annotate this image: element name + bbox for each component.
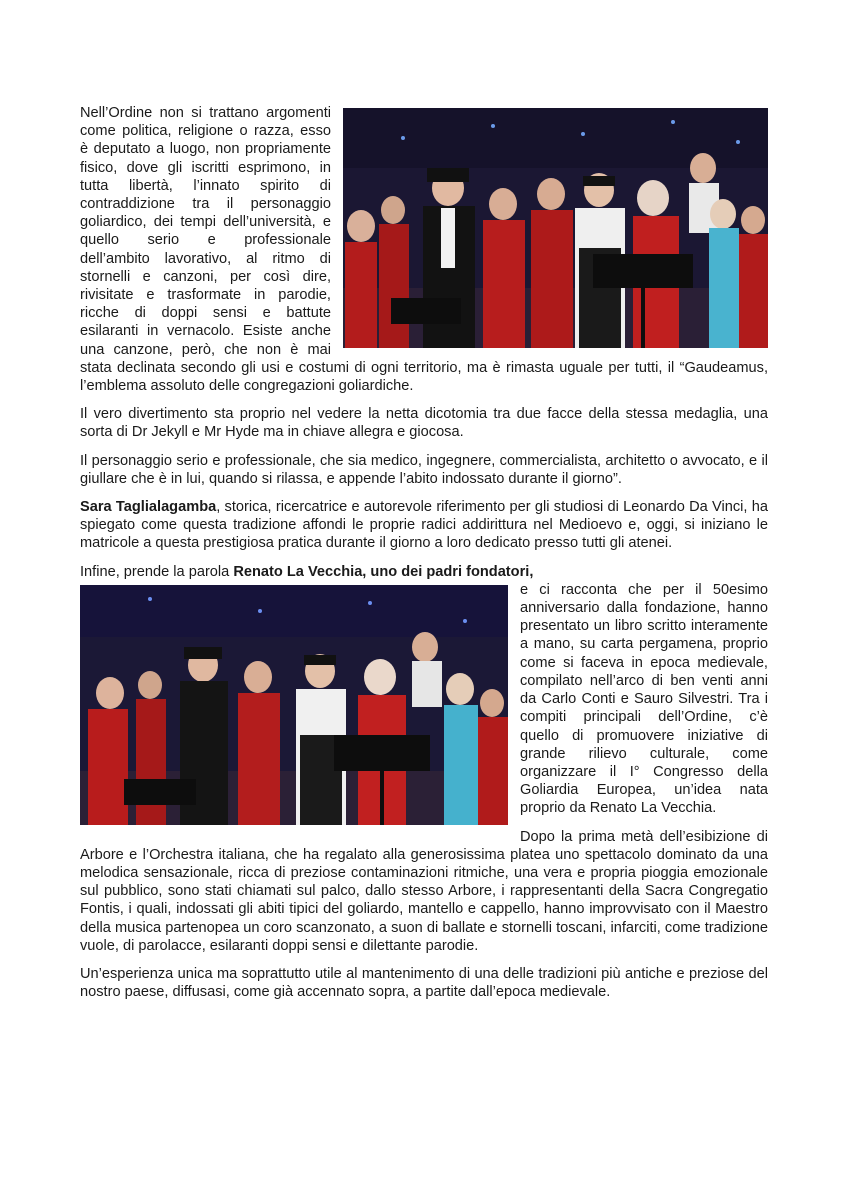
- article-page: [80, 104, 768, 1011]
- paragraph-5-intro: [80, 563, 768, 581]
- name-renato-la-vecchia: Renato La Vecchia, uno dei padri fondatori,: [233, 563, 534, 580]
- paragraph-2: Il vero divertimento sta proprio nel vedere la netta dicotomia tra due facce della stessa medaglia, una sorta di Dr Jekyll e Mr Hyde ma in chiave allegra e giocosa.: [80, 406, 768, 441]
- stage-photo-arbore: [80, 585, 508, 825]
- paragraph-5: e ci racconta che per il 50esimo anniversario dalla fondazione, hanno presentato un libro scritto interamente a mano, su carta pergamena, proprio come si faceva in epoca medievale, compilato nell’arco di ben venti anni da Carlo Conti e Sauro Silvestri. Tra i compiti principali dell’Ordine, c’è quello di promuovere iniziative di grande rilievo culturale, come organizzare il I° Congresso della Goliardia Europea, un’idea nata proprio da Renato La Vecchia.: [520, 581, 768, 817]
- name-sara-taglialagamba: Sara Taglialagamba: [80, 499, 217, 516]
- paragraph-4: [80, 498, 768, 553]
- paragraph-4-text: , storica, ricercatrice e autorevole riferimento per gli studiosi di Leonardo Da Vinci, ha spiegato come questa tradizione affondi le proprie radici addirittura nel Medioevo e, oggi, si iniziano le matricole a questa prestigiosa pratica durante il giorno a loro dedicato presso tutti gli atenei.: [80, 499, 768, 552]
- paragraph-5-pre: Infine, prende la parola: [80, 563, 234, 580]
- paragraph-3: Il personaggio serio e professionale, che sia medico, ingegnere, commercialista, architetto o avvocato, e il giullare che è in lui, quando si rilassa, e appende l’abito indossato durante il giorno”.: [80, 452, 768, 487]
- paragraph-1: Nell’Ordine non si trattano argomenti come politica, religione o razza, esso è deputato a luogo, non propriamente fisico, dove gli iscritti esprimono, in tutta libertà, l’innato spirito di contraddizione tra il personaggio goliardico, dei tempi dell’università, e quello serio e professionale dell’ambito lavorativo, al ritmo di stornelli e canzoni, per così dire, rivisitate e trasformate in parodie, ricche di doppi sensi e battute esilaranti in vernacolo. Esiste anche una canzone, però, che non è mai stata declinata secondo gli usi e costumi di ogni territorio, ma è rimasta uguale per tutti, il “Gaudeamus, l’emblema assoluto delle congregazioni goliardiche.: [80, 105, 768, 395]
- paragraph-6: Dopo la prima metà dell’esibizione di Arbore e l’Orchestra italiana, che ha regalato alla generosissima platea uno spettacolo dominato da una melodica sensazionale, ricca di preziose contaminazioni ritmiche, una vera e propria pioggia emozionale sul pubblico, sono stati chiamati sul palco, dallo stesso Arbore, i rappresentanti della Sacra Congregatio Fontis, i quali, indossati gli abiti tipici del goliardo, mantello e cappello, hanno improvvisato con il Maestro della musica partenopea un coro scanzonato, a suon di ballate e stornelli toscani, infarciti, come tradizione vuole, di parolacce, esilaranti doppi sensi e dilettante parodie.: [80, 828, 768, 954]
- paragraph-7: Un’esperienza unica ma soprattutto utile al mantenimento di una delle tradizioni più antiche e preziose del nostro paese, diffusasi, come già accennato sopra, a partite dall’epoca medievale.: [80, 965, 768, 1001]
- stage-photo-choir: [343, 108, 768, 348]
